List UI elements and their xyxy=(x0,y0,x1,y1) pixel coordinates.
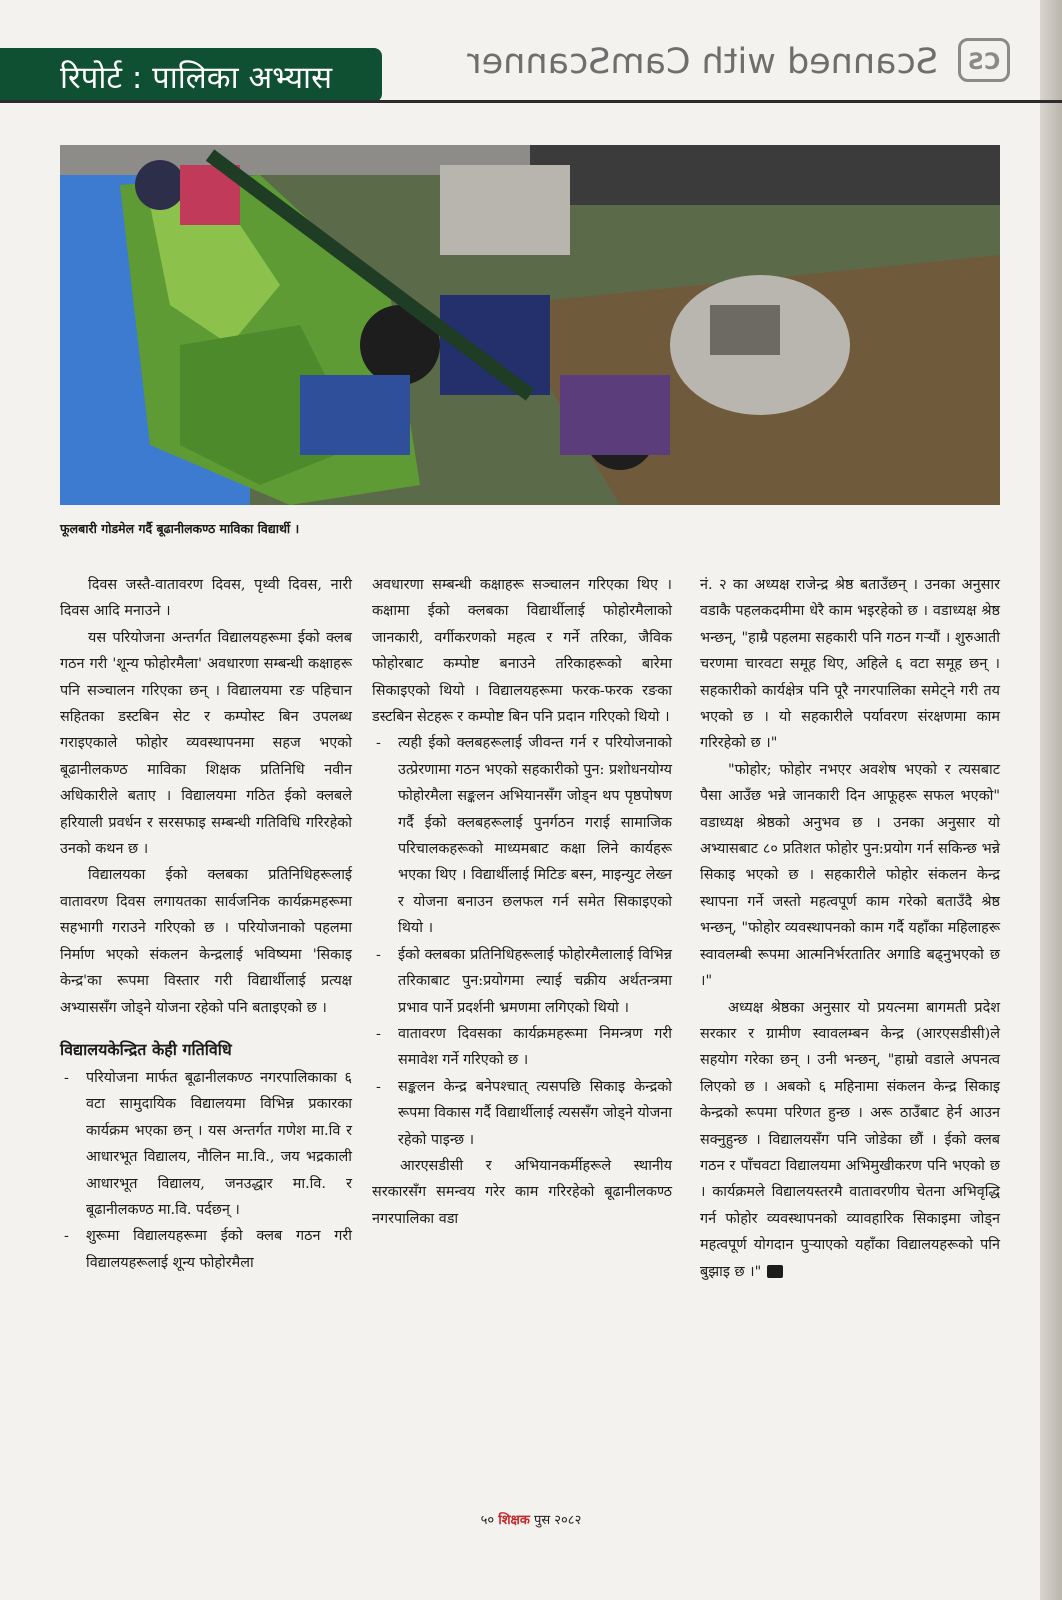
article-column-3 xyxy=(700,572,1000,1285)
list-item: - शुरूमा विद्यालयहरूमा ईको क्लब गठन गरी विद्यालयहरूलाई शून्य फोहोरमैला xyxy=(60,1223,352,1276)
scanner-watermark xyxy=(467,38,1010,88)
paragraph: नं. २ का अध्यक्ष राजेन्द्र श्रेष्ठ बताउँछन् । उनका अनुसार वडाकै पहलकदमीमा धेरै काम भइरहेको छ । वडाध्यक्ष श्रेष्ठ भन्छन्, "हाम्रै पहलमा सहकारी पनि गठन गर्‍यौं । शुरुआती चरणमा चारवटा समूह थिए, अहिले ६ वटा समूह छन् । सहकारीको कार्यक्षेत्र पनि पूरै नगरपालिका समेट्ने गरी तय भएको छ । यो सहकारीले पर्यावरण संरक्षणमा काम गरिरहेको छ ।" xyxy=(700,577,1000,752)
section-title: रिपोर्ट : पालिका अभ्यास xyxy=(60,60,333,96)
camscanner-logo-icon: CS xyxy=(958,38,1010,82)
article-end-icon xyxy=(767,1265,783,1278)
list-item: - त्यही ईको क्लबहरूलाई जीवन्त गर्न र परियोजनाको उत्प्रेरणामा गठन भएको सहकारीको पुन: प्रशोधनयोग्य फोहोरमैला सङ्कलन अभियानसँग जोड्न थप पृष्ठपोषण गर्दै ईको क्लबहरूलाई पुनर्गठन गराई सामाजिक परिचालकहरूको माध्यमबाट कक्षा लिने कार्यहरू भएका थिए । विद्यार्थीलाई मिटिङ बस्न, माइन्युट लेख्न र योजना बनाउन छलफल गर्न समेत सिकाइएको थियो । xyxy=(372,730,672,941)
paragraph: आरएसडीसी र अभियानकर्मीहरूले स्थानीय सरकारसँग समन्वय गरेर काम गरिरहेको बूढानीलकण्ठ नगरपालिका वडा xyxy=(372,1157,672,1227)
subheading: विद्यालयकेन्द्रित केही गतिविधि xyxy=(60,1039,232,1059)
article-photo xyxy=(60,145,1000,505)
page-number: ५० xyxy=(480,1513,495,1528)
activity-list xyxy=(372,730,672,1153)
photo-caption: फूलबारी गोडमेल गर्दै बूढानीलकण्ठ मावि​का विद्यार्थी । xyxy=(60,521,300,536)
page-footer xyxy=(0,1510,1062,1528)
article-column-2 xyxy=(372,572,672,1232)
paragraph xyxy=(700,995,1000,1285)
paragraph: "फोहोर; फोहोर नभएर अवशेष भएको र त्यसबाट पैसा आउँछ भन्ने जानकारी दिन आफूहरू सफल भएको" वडाध्यक्ष श्रेष्ठको अनुभव छ । उनका अनुसार यो अभ्यासबाट ८० प्रतिशत फोहोर पुन:प्रयोग गर्न सकिन्छ भन्ने सिकाइ भएको छ । सहकारीले फोहोर संकलन केन्द्र स्थापना गर्ने जस्तो महत्वपूर्ण काम गरेको बताउँदै श्रेष्ठ भन्छन्, "फोहोर व्यवस्थापनको काम गर्दै यहाँका महिलाहरू स्वावलम्बी रूपमा आत्मनिर्भरतातिर अगाडि बढ्नुभएको छ ।" xyxy=(700,761,1000,990)
paragraph: विद्यालयका ईको क्लबका प्रतिनिधिहरूलाई वातावरण दिवस लगायतका सार्वजनिक कार्यक्रमहरूमा सहभागी गराउने गरिएको छ । परियोजनाको पहलमा निर्माण भएको संकलन केन्द्रलाई भविष्यमा 'सिकाइ केन्द्र'का रूपमा विस्तार गरी विद्यार्थीलाई प्रत्यक्ष अभ्याससँग जोड्ने योजना रहेको पनि बताइएको छ । xyxy=(60,867,352,1016)
list-item: - सङ्कलन केन्द्र बनेपश्चात् त्यसपछि सिकाइ केन्द्रको रूपमा विकास गर्दै विद्यार्थीलाई त्यससँग जोड्ने योजना रहेको पाइन्छ । xyxy=(372,1074,672,1153)
issue-date: पुस २०८२ xyxy=(533,1513,582,1528)
garden-photo-illustration xyxy=(60,145,1000,505)
list-item: - परियोजना मार्फत बूढानीलकण्ठ नगरपालिकाका ६ वटा सामुदायिक विद्यालयमा विभिन्न प्रकारका कार्यक्रम भएका छन् । यस अन्तर्गत गणेश मा.वि र आधारभूत विद्यालय, नौलिन मा.वि., जय भद्रकाली आधारभूत विद्यालय, जनउद्धार मा.वि. र बूढानीलकण्ठ मा.वि. पर्दछन् । xyxy=(60,1065,352,1223)
magazine-name: शिक्षक xyxy=(498,1513,530,1528)
list-item: - वातावरण दिवसका कार्यक्रमहरूमा निमन्त्रण गरी समावेश गर्ने गरिएको छ । xyxy=(372,1021,672,1074)
activity-list xyxy=(60,1065,352,1276)
list-item: - ईको क्लबका प्रतिनिधिहरूलाई फोहोरमैलालाई विभिन्न तरिकाबाट पुन:प्रयोगमा ल्याई चक्रीय अर्थतन्त्रमा प्रभाव पार्ने प्रदर्शनी भ्रमणमा लगिएको थियो । xyxy=(372,942,672,1021)
watermark-text: Scanned with CamScanner xyxy=(467,42,938,82)
paragraph-text: अध्यक्ष श्रेष्ठका अनुसार यो प्रयत्नमा बागमती प्रदेश सरकार र ग्रामीण स्वावलम्बन केन्द्र (आरएसडीसी)ले सहयोग गरेका छन् । उनी भन्छन्, "हाम्रो वडाले अपनत्व लिएको छ । अबको ६ महिनामा संकलन केन्द्र सिकाइ केन्द्रको रूपमा परिणत हुन्छ । अरू ठाउँबाट हेर्न आउन सक्नुहुन्छ । विद्यालयसँग पनि जोडेका छौं । ईको क्लब गठन र पाँचवटा विद्यालयमा अभिमुखीकरण पनि भएको छ । कार्यक्रमले विद्यालयस्तरमै वातावरणीय चेतना अभिवृद्धि गर्न फोहोर व्यवस्थापनको व्यावहारिक सिकाइमा जोड्न महत्वपूर्ण योगदान पुर्‍याएको यहाँका विद्यालयहरूको पनि बुझाइ छ ।" xyxy=(700,999,1000,1280)
paragraph: यस परियोजना अन्तर्गत विद्यालयहरूमा ईको क्लब गठन गरी 'शून्य फोहोरमैला' अवधारणा सम्बन्धी कक्षाहरू पनि सञ्चालन गरिएका छन् । विद्यालयमा रङ पहिचान सहितका डस्टबिन सेट र कम्पोस्ट बिन उपलब्ध गराइएकाले फोहोर व्यवस्थापनमा सहज भएको बूढानीलकण्ठ माविका शिक्षक प्रतिनिधि नवीन अधिकारीले बताए । विद्यालयमा गठित ईको क्लबले हरियाली प्रवर्धन र सरसफाइ सम्बन्धी गतिविधि गरिरहेको उनको कथन छ । xyxy=(60,629,352,858)
header-rule xyxy=(0,100,1062,103)
paragraph: दिवस जस्तै-वातावरण दिवस, पृथ्वी दिवस, नारी दिवस आदि मनाउने । xyxy=(60,577,352,620)
page-spine xyxy=(1040,0,1062,1600)
article-column-1 xyxy=(60,572,352,1276)
paragraph: अवधारणा सम्बन्धी कक्षाहरू सञ्चालन गरिएका थिए । कक्षामा ईको क्लबका विद्यार्थीलाई फोहोरमैलाको जानकारी, वर्गीकरणको महत्व र गर्ने तरिका, जैविक फोहोरबाट कम्पोष्ट बनाउने तरिकाहरूको बारेमा सिकाइएको थियो । विद्यालयहरूमा फरक-फरक रङका डस्टबिन सेटहरू र कम्पोष्ट बिन पनि प्रदान गरिएको थियो । xyxy=(372,577,672,726)
